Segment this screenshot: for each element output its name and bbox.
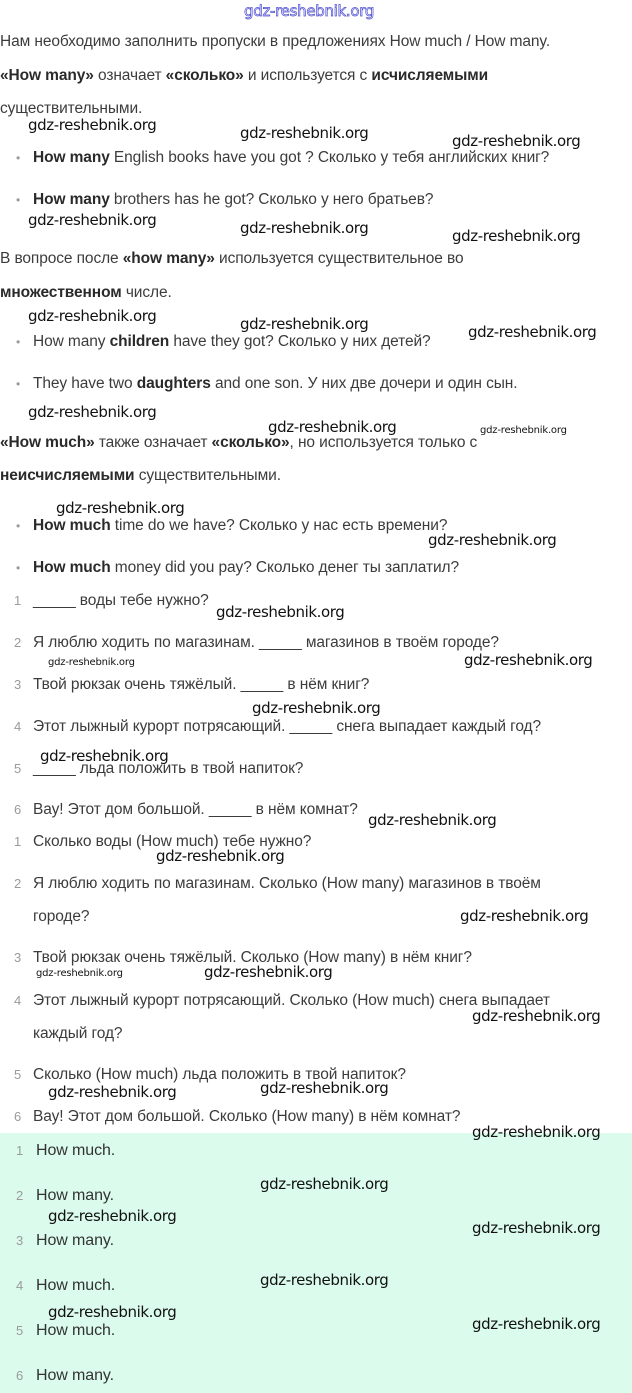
exercise-text: Этот лыжный курорт потрясающий. _____ снега выпадает каждый год? bbox=[33, 718, 541, 735]
watermark: gdz-reshebnik.org bbox=[472, 1007, 601, 1025]
example-bold: daughters bbox=[136, 375, 211, 392]
watermark: gdz-reshebnik.org bbox=[36, 968, 123, 979]
item-number: 5 bbox=[14, 761, 22, 776]
watermark: gdz-reshebnik.org bbox=[472, 1123, 601, 1141]
watermark: gdz-reshebnik.org bbox=[40, 747, 169, 765]
item-number: 4 bbox=[14, 993, 22, 1008]
exercise-text: Твой рюкзак очень тяжёлый. _____ в нём книг? bbox=[33, 676, 370, 693]
watermark: gdz-reshebnik.org bbox=[48, 657, 135, 668]
watermark: gdz-reshebnik.org bbox=[260, 1271, 389, 1289]
rule-text: числе. bbox=[121, 284, 172, 301]
example-text: They have two bbox=[33, 375, 137, 392]
watermark: gdz-reshebnik.org bbox=[268, 418, 397, 436]
example-bold: How much bbox=[33, 517, 111, 534]
translation-text: Твой рюкзак очень тяжёлый. Сколько (How many) в нём книг? bbox=[33, 949, 472, 966]
rule-much-line1 bbox=[0, 433, 477, 453]
watermark: gdz-reshebnik.org bbox=[56, 499, 185, 517]
example-bold: How many bbox=[33, 191, 110, 208]
translation-text: Этот лыжный курорт потрясающий. Сколько (How much) снега выпадает bbox=[33, 992, 550, 1009]
rule-text: также означает bbox=[94, 434, 212, 451]
watermark-header: gdz-reshebnik.org bbox=[244, 2, 375, 20]
rule-text: В вопросе после bbox=[0, 250, 123, 267]
watermark: gdz-reshebnik.org bbox=[460, 907, 589, 925]
translation-text-cont: городе? bbox=[33, 908, 90, 925]
example-bold: How many bbox=[33, 149, 110, 166]
answer-text: How much. bbox=[36, 1322, 116, 1339]
item-number: 4 bbox=[16, 1278, 24, 1293]
item-number: 2 bbox=[14, 876, 22, 891]
rule-bold: неисчисляемыми bbox=[0, 467, 135, 484]
example-text: English books have you got ? Сколько у тебя английских книг? bbox=[109, 149, 550, 166]
watermark: gdz-reshebnik.org bbox=[480, 425, 567, 436]
answer-text: How many. bbox=[36, 1232, 114, 1249]
example-text: and one son. У них две дочери и один сын. bbox=[210, 375, 518, 392]
rule-text: означает bbox=[93, 67, 166, 84]
answer-text: How many. bbox=[36, 1187, 114, 1204]
bullet-icon: • bbox=[16, 377, 21, 391]
watermark: gdz-reshebnik.org bbox=[452, 227, 581, 245]
answers-panel bbox=[0, 1133, 632, 1393]
example-bold: How much bbox=[33, 559, 111, 576]
item-number: 6 bbox=[14, 802, 22, 817]
example-text: time do we have? Сколько у нас есть времени? bbox=[110, 517, 448, 534]
rule-bold: множественном bbox=[0, 284, 122, 301]
item-number: 3 bbox=[16, 1233, 24, 1248]
item-number: 2 bbox=[16, 1188, 24, 1203]
translation-text: Вау! Этот дом большой. Сколько (How many) в нём комнат? bbox=[33, 1108, 461, 1125]
item-number: 2 bbox=[14, 635, 22, 650]
rule-plural-line1 bbox=[0, 249, 464, 269]
rule-bold: «How many» bbox=[0, 67, 94, 84]
example-text: How many bbox=[33, 333, 110, 350]
bullet-icon: • bbox=[16, 193, 21, 207]
exercise-text: _____ льда положить в твой напиток? bbox=[33, 760, 304, 777]
watermark: gdz-reshebnik.org bbox=[28, 403, 157, 421]
example-text: money did you pay? Сколько денег ты заплатил? bbox=[110, 559, 459, 576]
bullet-icon: • bbox=[16, 151, 21, 165]
watermark: gdz-reshebnik.org bbox=[240, 124, 369, 142]
translation-text: Сколько воды (How much) тебе нужно? bbox=[33, 833, 312, 850]
watermark: gdz-reshebnik.org bbox=[240, 315, 369, 333]
watermark: gdz-reshebnik.org bbox=[48, 1207, 177, 1225]
item-number: 3 bbox=[14, 950, 22, 965]
rule-bold: «сколько» bbox=[211, 434, 290, 451]
translation-text-cont: каждый год? bbox=[33, 1025, 123, 1042]
item-number: 5 bbox=[16, 1323, 24, 1338]
rule-text: и используется с bbox=[243, 67, 372, 84]
exercise-text: Я люблю ходить по магазинам. _____ магазинов в твоём городе? bbox=[33, 634, 499, 651]
rule-text: , но используется только с bbox=[289, 434, 478, 451]
watermark: gdz-reshebnik.org bbox=[204, 963, 333, 981]
rule-bold: «How much» bbox=[0, 434, 95, 451]
watermark: gdz-reshebnik.org bbox=[368, 811, 497, 829]
watermark: gdz-reshebnik.org bbox=[260, 1079, 389, 1097]
translation-text: Я люблю ходить по магазинам. Сколько (How many) магазинов в твоём bbox=[33, 875, 541, 892]
watermark: gdz-reshebnik.org bbox=[48, 1303, 177, 1321]
rule-many-line2: существительными. bbox=[0, 100, 143, 117]
answer-text: How many. bbox=[36, 1367, 114, 1384]
watermark: gdz-reshebnik.org bbox=[240, 219, 369, 237]
watermark: gdz-reshebnik.org bbox=[428, 531, 557, 549]
item-number: 1 bbox=[16, 1143, 24, 1158]
answer-text: How much. bbox=[36, 1142, 116, 1159]
watermark: gdz-reshebnik.org bbox=[252, 699, 381, 717]
example-text: brothers has he got? Сколько у него братьев? bbox=[109, 191, 434, 208]
rule-text: существительными. bbox=[134, 467, 281, 484]
watermark: gdz-reshebnik.org bbox=[28, 307, 157, 325]
item-number: 3 bbox=[14, 677, 22, 692]
watermark: gdz-reshebnik.org bbox=[216, 603, 345, 621]
answer-text: How much. bbox=[36, 1277, 116, 1294]
watermark: gdz-reshebnik.org bbox=[28, 211, 157, 229]
example-bold: children bbox=[109, 333, 170, 350]
watermark: gdz-reshebnik.org bbox=[468, 323, 597, 341]
exercise-text: _____ воды тебе нужно? bbox=[33, 592, 209, 609]
watermark: gdz-reshebnik.org bbox=[452, 132, 581, 150]
rule-many-line1 bbox=[0, 66, 488, 86]
translation-text: Сколько (How much) льда положить в твой напиток? bbox=[33, 1066, 406, 1083]
exercise-text: Вау! Этот дом большой. _____ в нём комнат? bbox=[33, 801, 358, 818]
example-text: have they got? Сколько у них детей? bbox=[169, 333, 431, 350]
rule-bold: «сколько» bbox=[165, 67, 244, 84]
rule-bold: исчисляемыми bbox=[371, 67, 489, 84]
intro-text: Нам необходимо заполнить пропуски в предложениях How much / How many. bbox=[0, 33, 551, 50]
item-number: 6 bbox=[16, 1368, 24, 1383]
watermark: gdz-reshebnik.org bbox=[464, 651, 593, 669]
rule-much-line2 bbox=[0, 466, 281, 486]
rule-plural-line2 bbox=[0, 283, 172, 303]
watermark: gdz-reshebnik.org bbox=[472, 1219, 601, 1237]
item-number: 6 bbox=[14, 1109, 22, 1124]
bullet-icon: • bbox=[16, 519, 21, 533]
item-number: 1 bbox=[14, 834, 22, 849]
watermark: gdz-reshebnik.org bbox=[28, 116, 157, 134]
item-number: 5 bbox=[14, 1067, 22, 1082]
watermark: gdz-reshebnik.org bbox=[472, 1315, 601, 1333]
bullet-icon: • bbox=[16, 335, 21, 349]
watermark: gdz-reshebnik.org bbox=[48, 1083, 177, 1101]
watermark: gdz-reshebnik.org bbox=[156, 847, 285, 865]
bullet-icon: • bbox=[16, 561, 21, 575]
item-number: 1 bbox=[14, 593, 22, 608]
rule-text: используется существительное во bbox=[214, 250, 464, 267]
item-number: 4 bbox=[14, 719, 22, 734]
watermark: gdz-reshebnik.org bbox=[260, 1175, 389, 1193]
rule-bold: «how many» bbox=[122, 250, 215, 267]
